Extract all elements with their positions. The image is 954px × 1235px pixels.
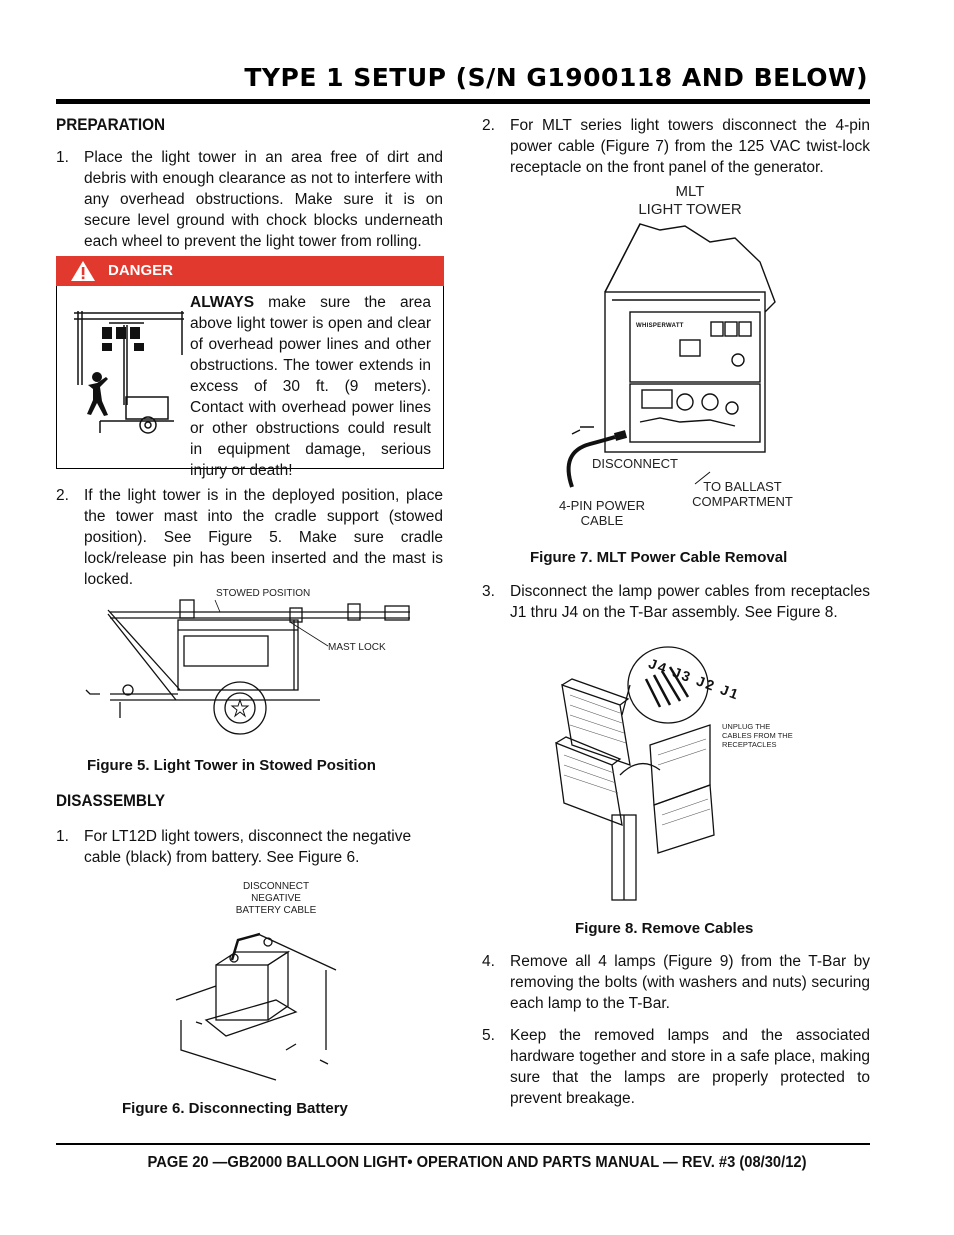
right-step-4: [482, 951, 870, 1017]
step-text: Place the light tower in an area free of dirt and debris with enough clearance as not to interfere with any overhead obstructions. Make sure it is on secure level ground with chock blocks underneath each wheel to prevent the light tower from rolling.: [84, 149, 443, 250]
label-mast-lock: MAST LOCK: [328, 642, 386, 653]
danger-strong: ALWAYS: [190, 294, 255, 311]
label-j2: J2: [694, 672, 719, 695]
page-footer: PAGE 20 —GB2000 BALLOON LIGHT• OPERATION AND PARTS MANUAL — REV. #3 (08/30/12): [147, 1154, 807, 1171]
label-j4: J4: [646, 655, 671, 677]
label-line: MLT: [675, 183, 705, 200]
label-line: BATTERY CABLE: [235, 905, 317, 916]
label-j3: J3: [670, 663, 695, 686]
figure-8-note: [722, 722, 793, 749]
step-text: For LT12D light towers, disconnect the negative cable (black) from battery. See Figure 6.: [84, 828, 412, 866]
danger-body: make sure the area above light tower is open and clear of overhead power lines and other obstructions. The tower extends in excess of 30 ft. (9 meters). Contact with overhead power lines or other obstructions could result in equipment damage, serious injury or death!: [190, 294, 431, 479]
right-step-2: [482, 115, 870, 181]
label-line: NEGATIVE: [251, 893, 301, 904]
figure-7-caption: Figure 7. MLT Power Cable Removal: [530, 549, 788, 566]
label-j1: J1: [718, 681, 743, 703]
step-number: 2.: [482, 117, 495, 134]
label-line: CABLES FROM THE: [722, 731, 793, 740]
page-title: TYPE 1 SETUP (S/N G1900118 AND BELOW): [244, 63, 868, 92]
label-disconnect: DISCONNECT: [592, 456, 678, 471]
label-stowed-position: STOWED POSITION: [216, 588, 311, 599]
danger-label: DANGER: [108, 262, 174, 279]
title-rule: [56, 99, 870, 104]
preparation-heading: PREPARATION: [56, 115, 166, 134]
step-text: Keep the removed lamps and the associated hardware together and store in a safe place, making sure that the lamps are properly protected to prevent breakage.: [510, 1027, 870, 1107]
overhead-lines-illustration: [64, 305, 190, 445]
preparation-step-2: [56, 485, 443, 588]
step-text: Remove all 4 lamps (Figure 9) from the T-Bar by removing the bolts (with washers and nuts) securing each lamp to the T-Bar.: [510, 953, 870, 1012]
disassembly-step-1: [56, 826, 443, 870]
label-line: UNPLUG THE: [722, 722, 771, 731]
label-line: 4-PIN POWER: [559, 498, 645, 513]
figure-5-caption: Figure 5. Light Tower in Stowed Position: [87, 757, 376, 774]
step-text: Disconnect the lamp power cables from receptacles J1 thru J4 on the T-Bar assembly. See Figure 8.: [510, 583, 870, 621]
right-step-5: [482, 1025, 870, 1107]
step-number: 3.: [482, 583, 495, 600]
step-number: 5.: [482, 1027, 495, 1044]
warning-triangle-icon: [70, 260, 96, 282]
label-4-pin-cable: [552, 498, 652, 528]
disassembly-heading: DISASSEMBLY: [56, 791, 166, 810]
figure-8-caption: Figure 8. Remove Cables: [575, 920, 754, 937]
footer-rule: [56, 1143, 870, 1145]
brand-label: WHISPERWATT: [636, 323, 684, 329]
battery-illustration: [176, 920, 341, 1080]
step-text: For MLT series light towers disconnect the 4-pin power cable (Figure 7) from the 125 VAC twist-lock receptacle on the front panel of the generator.: [510, 117, 870, 176]
step-text: If the light tower is in the deployed position, place the tower mast into the cradle support (stowed position). See Figure 5. Make sure cradle lock/release pin has been inserted and the mast is locked.: [84, 487, 443, 588]
step-number: 4.: [482, 953, 495, 970]
label-mlt-light-tower: [620, 183, 760, 219]
label-line: TO BALLAST: [703, 479, 782, 494]
label-line: LIGHT TOWER: [638, 201, 742, 218]
light-tower-stowed-illustration: [80, 590, 420, 740]
step-number: 1.: [56, 149, 69, 166]
label-line: RECEPTACLES: [722, 740, 777, 749]
label-to-ballast: [685, 479, 800, 509]
right-step-3: [482, 581, 870, 625]
step-number: 1.: [56, 828, 69, 845]
label-line: COMPARTMENT: [692, 494, 793, 509]
label-line: CABLE: [580, 513, 624, 528]
label-line: DISCONNECT: [242, 881, 310, 892]
figure-6-label: [216, 881, 336, 917]
step-number: 2.: [56, 487, 69, 504]
preparation-step-1: [56, 147, 443, 253]
danger-text: [190, 292, 431, 481]
figure-6-caption: Figure 6. Disconnecting Battery: [122, 1100, 348, 1117]
